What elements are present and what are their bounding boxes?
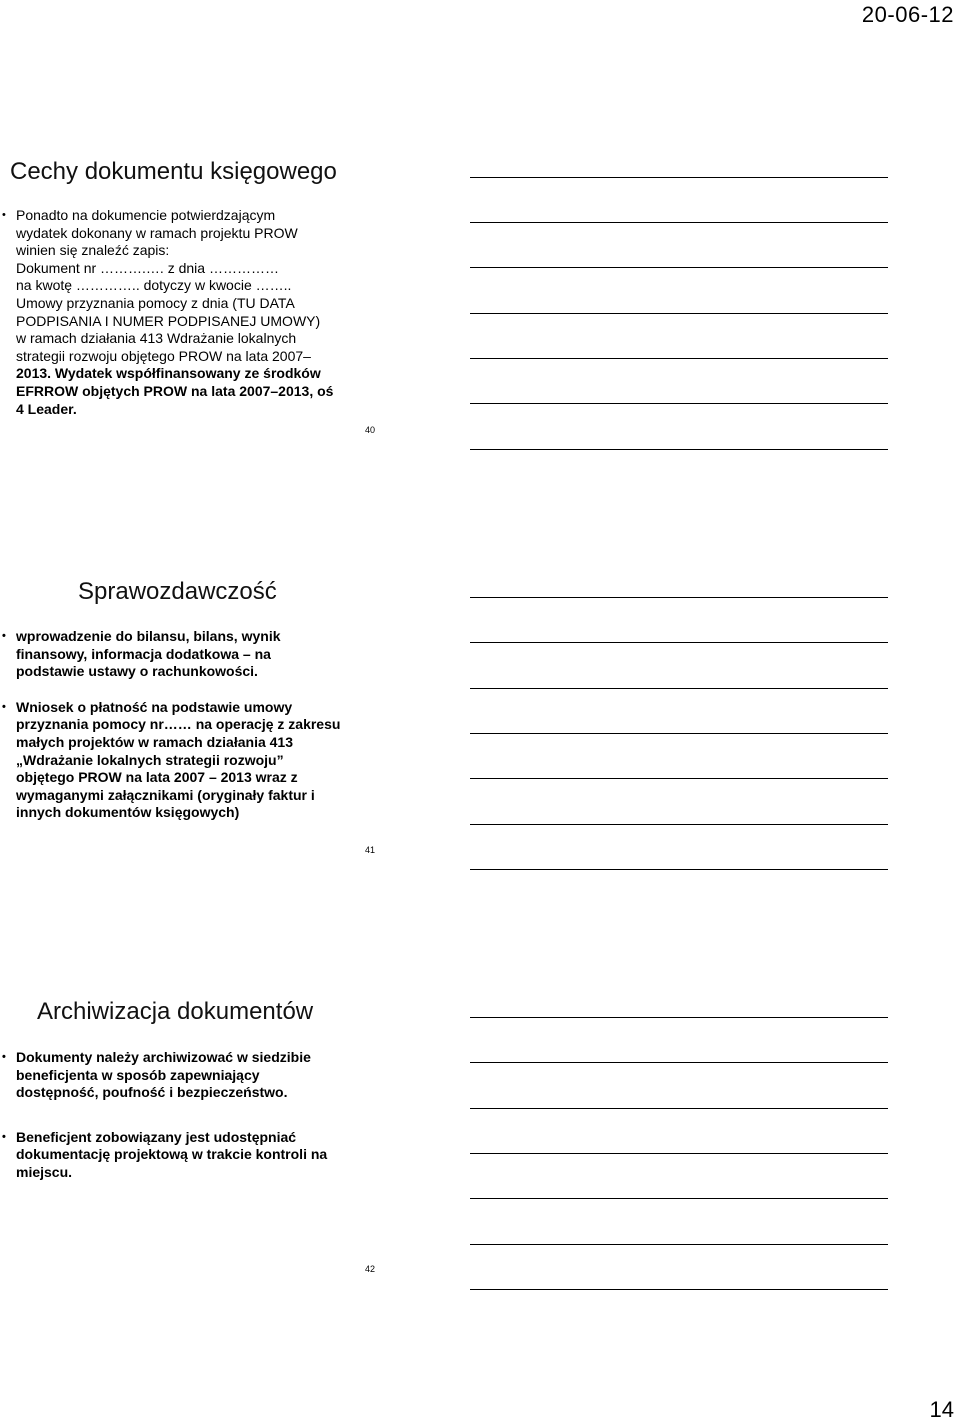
note-line xyxy=(470,733,888,734)
slide-number: 42 xyxy=(365,1264,376,1274)
bullet-line: winien się znaleźć zapis: xyxy=(16,242,170,259)
bullet-line: „Wdrażanie lokalnych strategii rozwoju” xyxy=(16,751,284,768)
note-line xyxy=(470,688,888,689)
note-line xyxy=(470,1198,888,1199)
slide-title: Sprawozdawczość xyxy=(78,578,277,605)
bullet-line: Umowy przyznania pomocy z dnia (TU DATA xyxy=(16,294,295,311)
note-line xyxy=(470,778,888,779)
note-line xyxy=(470,177,888,178)
bullet-line: w ramach działania 413 Wdrażanie lokalnych xyxy=(16,330,297,347)
bullet-line: • Ponadto na dokumencie potwierdzającym xyxy=(16,207,276,223)
note-line xyxy=(470,1062,888,1063)
note-line xyxy=(470,449,888,450)
bullet-line: • Dokumenty należy archiwizować w siedzibie xyxy=(16,1049,311,1065)
bullet-line: 2013. Wydatek współfinansowany ze środków xyxy=(16,365,321,382)
note-line xyxy=(470,267,888,268)
note-line xyxy=(470,222,888,223)
note-line xyxy=(470,869,888,870)
bullet-line: przyznania pomocy nr…… na operację z zakresu xyxy=(16,716,341,733)
bullet-line: dokumentację projektową w trakcie kontroli na xyxy=(16,1146,328,1163)
bullet-item xyxy=(0,628,370,681)
note-line xyxy=(470,1108,888,1109)
bullet-line: małych projektów w ramach działania 413 xyxy=(16,733,293,750)
bullet-line: EFRROW objętych PROW na lata 2007–2013, oś xyxy=(16,382,334,399)
note-line xyxy=(470,403,888,404)
bullet-item xyxy=(0,1049,370,1102)
bullet-line: • Wniosek o płatność na podstawie umowy xyxy=(16,698,293,715)
bullet-line: finansowy, informacja dodatkowa – na xyxy=(16,645,271,662)
note-line xyxy=(470,1244,888,1245)
bullet-list xyxy=(0,207,370,418)
note-line xyxy=(470,597,888,598)
bullet-line: PODPISANIA I NUMER PODPISANEJ UMOWY) xyxy=(16,312,321,329)
bullet-line: beneficjenta w sposób zapewniający xyxy=(16,1066,260,1083)
note-line xyxy=(470,313,888,314)
note-line xyxy=(470,642,888,643)
bullet-line: miejscu. xyxy=(16,1163,73,1180)
bullet-line: objętego PROW na lata 2007 – 2013 wraz z xyxy=(16,769,298,786)
bullet-item xyxy=(0,699,370,822)
print-date: 20-06-12 xyxy=(861,2,954,27)
bullet-line: podstawie ustawy o rachunkowości. xyxy=(16,663,258,680)
bullet-line: wydatek dokonany w ramach projektu PROW xyxy=(16,224,298,241)
bullet-line: dostępność, poufność i bezpieczeństwo. xyxy=(16,1084,288,1101)
bullet-line: innych dokumentów księgowych) xyxy=(16,804,240,821)
bullet-list xyxy=(0,628,370,822)
bullet-list xyxy=(0,1049,370,1182)
note-line xyxy=(470,1289,888,1290)
bullet-item xyxy=(0,207,370,418)
note-line xyxy=(470,358,888,359)
slide-number: 40 xyxy=(365,425,376,435)
note-line xyxy=(470,824,888,825)
bullet-line: • wprowadzenie do bilansu, bilans, wynik xyxy=(16,628,281,644)
note-line xyxy=(470,1153,888,1154)
bullet-line: Dokument nr ……….…. z dnia …………… xyxy=(16,259,279,276)
page-number: 14 xyxy=(929,1397,954,1422)
bullet-line: • Beneficjent zobowiązany jest udostępniać xyxy=(16,1128,297,1145)
note-line xyxy=(470,1017,888,1018)
bullet-line: strategii rozwoju objętego PROW na lata 2007– xyxy=(16,347,311,364)
slide-number: 41 xyxy=(365,845,376,855)
bullet-item xyxy=(0,1129,370,1182)
slide-title: Cechy dokumentu księgowego xyxy=(10,158,337,185)
bullet-line: wymaganymi załącznikami (oryginały faktur i xyxy=(16,786,315,803)
bullet-line: na kwotę ………….. dotyczy w kwocie …….. xyxy=(16,277,292,294)
slide-title: Archiwizacja dokumentów xyxy=(37,998,314,1025)
bullet-line: 4 Leader. xyxy=(16,400,77,417)
